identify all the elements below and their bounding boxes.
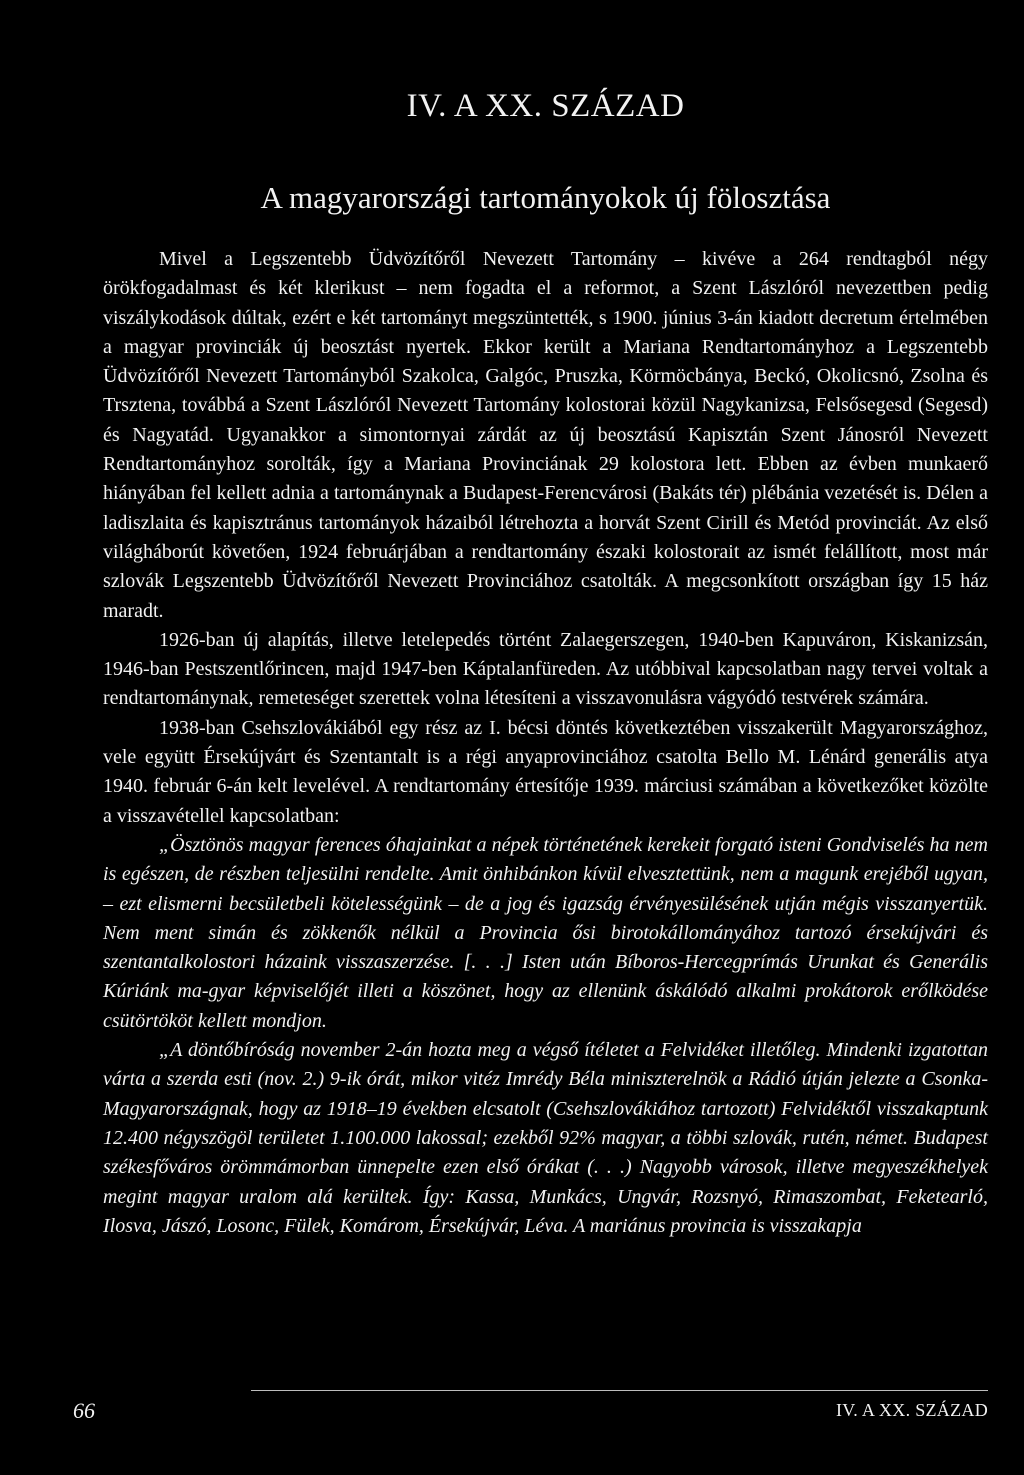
- chapter-title: IV. A XX. SZÁZAD: [406, 88, 685, 124]
- footer-divider: [251, 1390, 988, 1391]
- book-page: [73, 0, 988, 1475]
- quotation: „Ösztönös magyar ferences óhajainkat a népek történetének kerekeit forgató isteni Gondviselés ha nem is egészen, de részben teljesülni rendelte. Amit önhibánkon kívül elvesztettünk, nem a magunk erejéből ugyan, – ezt elismerni becsületbeli kötelességünk – de a jog és igazság érvényesülésének utján mégis visszanyertük. Nem ment simán és zökkenők nélkül a Provincia ősi birotokállományához tartozó érsekújvári és szentantalkolostori házaink visszaszerzése. [. . .] Isten után Bíboros-Hercegprímás Urunkat és Generális Kúriánk ma-gyar képviselőjét illeti a köszönet, hogy az ellenünk áskálódó alkalmi prokátorok erőlködése csütörtököt kellett mondjon.: [103, 833, 988, 1032]
- paragraph: Mivel a Legszentebb Üdvözítőről Nevezett Tartomány – kivéve a 264 rendtagból négy örökfogadalmast és két klerikust – nem fogadta el a reformot, a Szent Lászlóról nevezettben pedig viszálykodások dúltak, ezért e két tartományt megszüntették, s 1900. június 3-án kiadott decretum értelmében a magyar provinciák új beosztást nyertek. Ekkor került a Mariana Rendtartományhoz a Legszentebb Üdvözítőről Nevezett Tartományból Szakolca, Galgóc, Pruszka, Körmöcbánya, Beckó, Okolicsnó, Zsolna és Trsztena, továbbá a Szent Lászlóról Nevezett Tartomány kolostorai közül Nagykanizsa, Felsősegesd (Segesd) és Nagyatád. Ugyanakkor a simontornyai zárdát az új beosztású Kapisztán Szent Jánosról Nevezett Rendtartományhoz sorolták, így a Mariana Provinciának 29 kolostora lett. Ebben az évben munkaerő hiányában fel kellett adnia a tartománynak a Budapest-Ferencvárosi (Bakáts tér) plébánia vezetését is. Délen a ladiszlaita és kapisztránus tartományok házaiból létrehozta a horvát Szent Cirill és Metód provinciát. Az első világháborút követően, 1924 februárjában a rendtartomány északi kolostorait az ismét felállított, most már szlovák Legszentebb Üdvözítőről Nevezett Provinciához csatolták. A megcsonkított országban így 15 ház maradt.: [103, 248, 988, 622]
- paragraph: 1926-ban új alapítás, illetve letelepedés történt Zalaegerszegen, 1940-ben Kapuváron, Kiskanizsán, 1946-ban Pestszentlőrincen, majd 1947-ben Káptalanfüreden. Az utóbbival kapcsolatban nagy tervei voltak a rendtartománynak, remeteséget szerettek volna létesíteni a visszavonulásra vágyódó testvérek számára.: [103, 628, 988, 710]
- page-number: 66: [73, 1398, 95, 1423]
- quotation: „A döntőbíróság november 2-án hozta meg a végső ítéletet a Felvidéket illetőleg. Mindenki izgatottan várta a szerda esti (nov. 2.) 9-ik órát, mikor vitéz Imrédy Béla miniszterelnök a Rádió útján jelezte a Csonka-Magyarországnak, hogy az 1918–19 években elcsatolt (Csehszlovákiához tartozott) Felvidéktől visszakaptunk 12.400 négyszögöl területet 1.100.000 lakossal; ezekből 92% magyar, a többi szlovák, rutén, német. Budapest székesfőváros örömmámorban ünnepelte ezen első órákat (. . .) Nagyobb városok, illetve megyeszékhelyek megint magyar uralom alá kerültek. Így: Kassa, Munkács, Ungvár, Rozsnyó, Rimaszombat, Feketearló, Ilosva, Jászó, Losonc, Fülek, Komárom, Érsekújvár, Léva. A mariánus provincia is visszakapja: [103, 1039, 988, 1237]
- section-title: A magyarországi tartományokok új fölosztása: [260, 180, 831, 215]
- paragraph: 1938-ban Csehszlovákiából egy rész az I. bécsi döntés következtében visszakerült Magyarországhoz, vele együtt Érsekújvárt és Szentantalt is a régi anyaprovinciához csatolta Bello M. Lénárd generális atya 1940. február 6-án kelt levelével. A rendtartomány értesítője 1939. márciusi számában a következőket közölte a visszavétellel kapcsolatban:: [103, 716, 988, 827]
- running-head: IV. A XX. SZÁZAD: [836, 1400, 988, 1420]
- body-text: [103, 245, 988, 1241]
